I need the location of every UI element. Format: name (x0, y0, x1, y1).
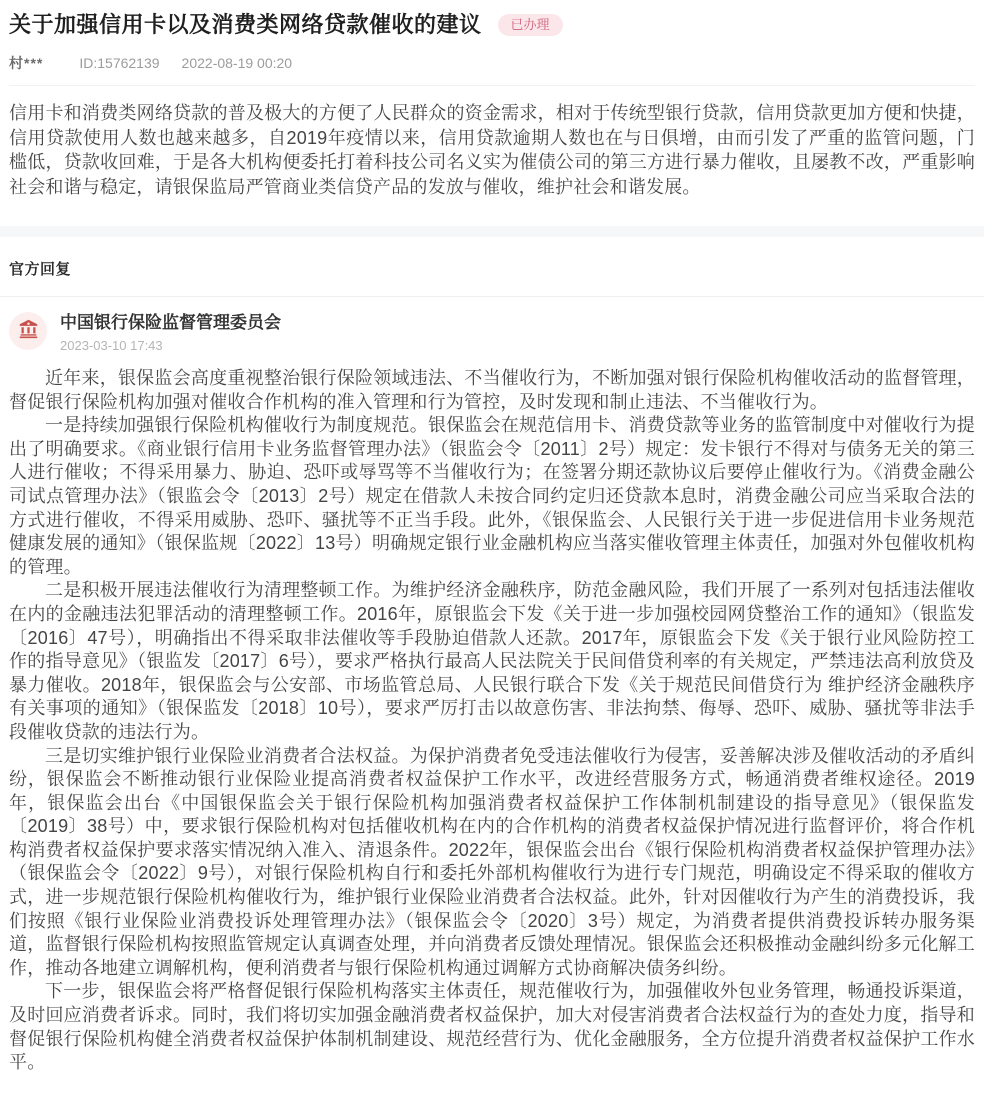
official-reply-section (9, 237, 975, 1075)
agency-info (60, 312, 281, 353)
reply-timestamp: 2023-03-10 17:43 (60, 338, 163, 353)
agency-name: 中国银行保险监督管理委员会 (60, 313, 281, 332)
header-divider (9, 85, 975, 86)
section-separator (0, 226, 984, 237)
post-meta (9, 53, 975, 73)
bank-building-icon (18, 318, 39, 344)
reply-paragraph: 三是切实维护银行业保险业消费者合法权益。为保护消费者免受违法催收行为侵害，妥善解决涉及催收活动的矛盾纠纷，银保监会不断推动银行业保险业提高消费者权益保护工作水平，改进经营服务方式，畅通消费者维权途径。2019年，银保监会出台《中国银保监会关于银行保险机构加强消费者权益保护工作体制机制建设的指导意见》（银保监发〔2019〕38号）中，要求银行保险机构对包括催收机构在内的合作机构的消费者权益保护情况进行监督评价，将合作机构消费者权益保护要求落实情况纳入准入、清退条件。2022年，银保监会出台《银行保险机构消费者权益保护管理办法》（银保监会令〔2022〕9号），对银行保险机构自行和委托外部机构催收行为进行专门规范，明确设定不得采取的催收方式，进一步规范银行保险机构催收行为，维护银行业保险业消费者合法权益。此外，针对因催收行为产生的消费投诉，我们按照《银行业保险业消费投诉处理管理办法》（银保监会令〔2020〕3号）规定，为消费者提供消费投诉转办服务渠道，监督银行保险机构按照监管规定认真调查处理，并向消费者反馈处理情况。银保监会还积极推动金融纠纷多元化解工作，推动各地建立调解机构，便利消费者与银行保险机构通过调解方式协商解决债务纠纷。 (9, 745, 975, 978)
title-row (9, 8, 975, 40)
author-id: ID:15762139 (79, 55, 160, 71)
author-name: 村*** (9, 55, 44, 71)
reply-paragraph: 下一步，银保监会将严格督促银行保险机构落实主体责任，规范催收行为，加强催收外包业务管理，畅通投诉渠道，及时回应消费者诉求。同时，我们将切实加强金融消费者权益保护，加大对侵害消费者合法权益行为的查处力度，指导和督促银行保险机构健全消费者权益保护体制机制建设、规范经营行为、优化金融服务，全方位提升消费者权益保护工作水平。 (9, 981, 975, 1073)
agency-header (9, 312, 975, 353)
reply-body (9, 367, 975, 1075)
agency-avatar (9, 312, 47, 350)
post-timestamp: 2022-08-19 00:20 (181, 55, 293, 71)
page-title: 关于加强信用卡以及消费类网络贷款催收的建议 (9, 12, 482, 37)
reply-divider (0, 296, 984, 297)
reply-paragraph: 一是持续加强银行保险机构催收行为制度规范。银保监会在规范信用卡、消费贷款等业务的监管制度中对催收行为提出了明确要求。《商业银行信用卡业务监督管理办法》（银监会令〔2011〕2号）规定：发卡银行不得对与债务无关的第三人进行催收；不得采用暴力、胁迫、恐吓或辱骂等不当催收行为；在签署分期还款协议后要停止催收行为。《消费金融公司试点管理办法》（银监会令〔2013〕2号）规定在借款人未按合同约定归还贷款本息时，消费金融公司应当采取合法的方式进行催收，不得采用威胁、恐吓、骚扰等不正当手段。此外，《银保监会、人民银行关于进一步促进信用卡业务规范健康发展的通知》（银保监规〔2022〕13号）明确规定银行业金融机构应当落实催收管理主体责任，加强对外包催收机构的管理。 (9, 415, 975, 577)
status-badge: 已办理 (498, 14, 563, 36)
reply-paragraph: 近年来，银保监会高度重视整治银行保险领域违法、不当催收行为，不断加强对银行保险机构催收活动的监督管理，督促银行保险机构加强对催收合作机构的准入管理和行为管控，及时发现和制止违法、不当催收行为。 (9, 368, 975, 412)
official-reply-heading: 官方回复 (9, 261, 72, 278)
reply-paragraph: 二是积极开展违法催收行为清理整顿工作。为维护经济金融秩序，防范金融风险，我们开展了一系列对包括违法催收在内的金融违法犯罪活动的清理整顿工作。2016年，原银监会下发《关于进一步加强校园网贷整治工作的通知》（银监发〔2016〕47号），明确指出不得采取非法催收等手段胁迫借款人还款。2017年，原银监会下发《关于银行业风险防控工作的指导意见》（银监发〔2017〕6号），要求严格执行最高人民法院关于民间借贷利率的有关规定，严禁违法高利放贷及暴力催收。2018年，银保监会与公安部、市场监管总局、人民银行联合下发《关于规范民间借贷行为 维护经济金融秩序有关事项的通知》（银保监发〔2018〕10号），要求严厉打击以故意伤害、非法拘禁、侮辱、恐吓、威胁、骚扰等非法手段催收贷款的违法行为。 (9, 580, 975, 742)
question-text: 信用卡和消费类网络贷款的普及极大的方便了人民群众的资金需求，相对于传统型银行贷款，信用贷款更加方便和快捷，信用贷款使用人数也越来越多，自2019年疫情以来，信用贷款逾期人数也在与日俱增，由而引发了严重的监管问题，门槛低，贷款收回难，于是各大机构便委托打着科技公司名义实为催债公司的第三方进行暴力催收，且屡教不改，严重影响社会和谐与稳定，请银保监局严管商业类信贷产品的发放与催收，维护社会和谐发展。 (9, 103, 975, 197)
